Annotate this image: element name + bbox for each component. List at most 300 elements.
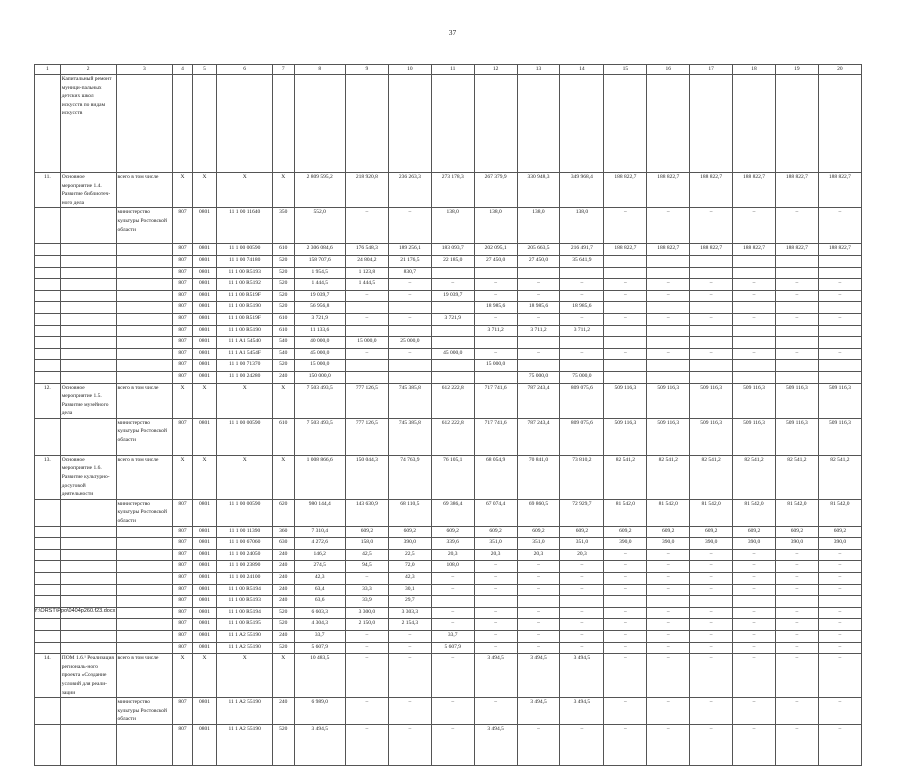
table-cell: 11 1 00 00590 xyxy=(217,244,273,256)
table-cell: 158 707,6 xyxy=(294,255,345,267)
table-cell xyxy=(818,371,861,383)
table-cell: 138,0 xyxy=(560,208,604,244)
table-cell: 11 1 00 67060 xyxy=(217,538,273,550)
table-cell: X xyxy=(273,383,294,418)
table-cell: 63,4 xyxy=(294,584,345,596)
table-row xyxy=(35,267,862,279)
table-cell: 3 711,2 xyxy=(474,325,517,337)
table-cell xyxy=(818,325,861,337)
table-cell xyxy=(690,302,733,314)
table-cell: – xyxy=(775,279,818,291)
table-row xyxy=(35,724,862,765)
table-cell: – xyxy=(775,607,818,619)
table-cell: 7 503 493,5 xyxy=(294,383,345,418)
table-cell: 520 xyxy=(273,360,294,372)
table-cell: 188 822,7 xyxy=(647,244,690,256)
table-row xyxy=(35,383,862,418)
table-cell: – xyxy=(474,290,517,302)
table-cell: – xyxy=(690,584,733,596)
table-cell: 787 243,4 xyxy=(517,383,560,418)
table-cell xyxy=(35,619,61,631)
table-cell xyxy=(35,584,61,596)
table-cell xyxy=(35,630,61,642)
column-number: 11 xyxy=(431,65,474,75)
table-cell: 22 185,0 xyxy=(431,255,474,267)
table-cell: 0801 xyxy=(192,208,217,244)
table-cell xyxy=(647,596,690,608)
table-cell: – xyxy=(517,313,560,325)
table-cell: 807 xyxy=(173,549,192,561)
table-row xyxy=(35,255,862,267)
table-cell xyxy=(116,526,173,538)
table-cell xyxy=(474,267,517,279)
table-cell: 609,2 xyxy=(775,526,818,538)
table-cell: 609,2 xyxy=(733,526,776,538)
table-cell: 236 263,3 xyxy=(388,173,431,208)
table-cell xyxy=(116,596,173,608)
table-cell: 610 xyxy=(273,313,294,325)
table-cell: 188 822,7 xyxy=(733,244,776,256)
table-cell: – xyxy=(604,607,647,619)
table-cell: 67 074,4 xyxy=(474,499,517,526)
table-cell: – xyxy=(517,561,560,573)
table-cell: 3 494,5 xyxy=(517,698,560,725)
table-cell xyxy=(474,596,517,608)
table-cell: 13. xyxy=(35,455,61,499)
table-cell xyxy=(60,698,116,725)
table-cell: 3 494,5 xyxy=(560,654,604,698)
table-cell xyxy=(733,302,776,314)
table-cell: – xyxy=(818,313,861,325)
column-number: 1 xyxy=(35,65,61,75)
table-cell: 520 xyxy=(273,302,294,314)
table-cell: X xyxy=(192,455,217,499)
table-cell: – xyxy=(560,290,604,302)
table-cell: 807 xyxy=(173,607,192,619)
table-row xyxy=(35,337,862,349)
table-cell: 69 386,4 xyxy=(431,499,474,526)
table-cell: X xyxy=(273,455,294,499)
table-cell: X xyxy=(173,455,192,499)
table-cell: 390,0 xyxy=(647,538,690,550)
table-cell xyxy=(35,724,61,765)
table-cell: 777 126,5 xyxy=(345,383,388,418)
table-cell xyxy=(116,325,173,337)
table-cell: – xyxy=(345,724,388,765)
table-cell: 609,2 xyxy=(345,526,388,538)
table-cell xyxy=(690,267,733,279)
column-number: 4 xyxy=(173,65,192,75)
table-cell: 188 822,7 xyxy=(604,244,647,256)
table-cell: 183 093,7 xyxy=(431,244,474,256)
table-cell: всего в том числе xyxy=(116,383,173,418)
table-cell: 3 711,2 xyxy=(517,325,560,337)
table-row xyxy=(35,549,862,561)
table-cell: – xyxy=(560,619,604,631)
table-cell: X xyxy=(192,173,217,208)
table-cell: 12. xyxy=(35,383,61,418)
table-cell: 25 000,0 xyxy=(388,337,431,349)
table-cell: 0801 xyxy=(192,642,217,654)
table-cell: 0801 xyxy=(192,279,217,291)
table-cell xyxy=(294,75,345,173)
table-cell: – xyxy=(647,724,690,765)
table-cell: 0801 xyxy=(192,244,217,256)
table-cell: 520 xyxy=(273,619,294,631)
table-cell xyxy=(116,255,173,267)
column-number: 9 xyxy=(345,65,388,75)
table-cell: – xyxy=(388,313,431,325)
column-number: 16 xyxy=(647,65,690,75)
table-cell: 11 1 00 23890 xyxy=(217,561,273,573)
table-cell: министерство культуры Ростовской области xyxy=(116,499,173,526)
table-cell: – xyxy=(604,573,647,585)
table-cell xyxy=(60,371,116,383)
table-cell: 351,0 xyxy=(517,538,560,550)
table-cell: 73 810,2 xyxy=(560,455,604,499)
table-cell: 14. xyxy=(35,654,61,698)
table-cell: 146,2 xyxy=(294,549,345,561)
table-cell: 807 xyxy=(173,290,192,302)
table-cell: 351,0 xyxy=(474,538,517,550)
table-cell xyxy=(560,75,604,173)
table-cell: – xyxy=(775,630,818,642)
table-cell: 509 116,3 xyxy=(604,383,647,418)
table-cell xyxy=(733,255,776,267)
table-cell: 7 503 493,5 xyxy=(294,418,345,455)
table-cell: 807 xyxy=(173,267,192,279)
table-cell: – xyxy=(517,348,560,360)
table-cell xyxy=(604,325,647,337)
table-cell: 81 542,0 xyxy=(690,499,733,526)
table-cell: – xyxy=(690,654,733,698)
table-cell: 108,0 xyxy=(431,561,474,573)
table-cell xyxy=(647,337,690,349)
table-cell xyxy=(35,255,61,267)
table-cell: – xyxy=(604,642,647,654)
table-cell: 350 xyxy=(273,208,294,244)
table-cell: 176 548,3 xyxy=(345,244,388,256)
table-cell: 807 xyxy=(173,244,192,256)
table-cell: 189 256,1 xyxy=(388,244,431,256)
table-cell: – xyxy=(388,279,431,291)
table-cell: 42,5 xyxy=(345,549,388,561)
table-cell: 717 741,6 xyxy=(474,418,517,455)
table-cell: 75 000,0 xyxy=(517,371,560,383)
table-cell: 609,2 xyxy=(474,526,517,538)
table-cell xyxy=(431,267,474,279)
table-cell: – xyxy=(560,279,604,291)
table-cell xyxy=(345,75,388,173)
table-cell: X xyxy=(173,173,192,208)
table-cell: 138,0 xyxy=(474,208,517,244)
table-row xyxy=(35,371,862,383)
table-cell: – xyxy=(775,290,818,302)
table-cell: X xyxy=(192,654,217,698)
table-cell xyxy=(60,561,116,573)
table-cell: 807 xyxy=(173,279,192,291)
table-cell: – xyxy=(431,573,474,585)
table-row xyxy=(35,538,862,550)
table-cell: – xyxy=(818,584,861,596)
table-cell xyxy=(775,360,818,372)
table-cell: 520 xyxy=(273,724,294,765)
table-cell: – xyxy=(818,630,861,642)
table-cell: 509 116,3 xyxy=(775,383,818,418)
table-cell xyxy=(60,642,116,654)
table-cell: 273 178,3 xyxy=(431,173,474,208)
table-cell xyxy=(116,630,173,642)
table-cell xyxy=(35,302,61,314)
table-cell: министерство культуры Ростовской области xyxy=(116,208,173,244)
table-cell: – xyxy=(733,561,776,573)
table-cell xyxy=(775,596,818,608)
table-cell: 520 xyxy=(273,642,294,654)
table-cell: 509 116,3 xyxy=(647,383,690,418)
table-cell: – xyxy=(604,630,647,642)
table-cell xyxy=(431,75,474,173)
table-cell xyxy=(604,302,647,314)
table-cell: 76 105,1 xyxy=(431,455,474,499)
table-cell: 809 075,6 xyxy=(560,418,604,455)
table-cell: – xyxy=(647,573,690,585)
page-number: 37 xyxy=(448,28,457,37)
table-cell: 509 116,3 xyxy=(733,383,776,418)
table-cell: – xyxy=(647,549,690,561)
table-cell: – xyxy=(517,573,560,585)
table-cell: 609,2 xyxy=(517,526,560,538)
table-cell xyxy=(35,75,61,173)
table-cell xyxy=(60,348,116,360)
column-number: 13 xyxy=(517,65,560,75)
table-cell: 19 039,7 xyxy=(431,290,474,302)
table-cell: 509 116,3 xyxy=(818,383,861,418)
table-cell: 68 110,5 xyxy=(388,499,431,526)
table-cell: 610 xyxy=(273,325,294,337)
table-cell: 330 948,3 xyxy=(517,173,560,208)
column-number: 20 xyxy=(818,65,861,75)
table-cell: – xyxy=(818,549,861,561)
table-cell: 20,3 xyxy=(474,549,517,561)
table-cell xyxy=(60,573,116,585)
table-cell: 11 1 00 00590 xyxy=(217,499,273,526)
table-cell xyxy=(647,267,690,279)
table-cell: – xyxy=(690,313,733,325)
table-cell: 609,2 xyxy=(560,526,604,538)
table-cell: – xyxy=(690,607,733,619)
table-cell xyxy=(116,302,173,314)
column-number: 10 xyxy=(388,65,431,75)
table-cell: 807 xyxy=(173,313,192,325)
table-cell: – xyxy=(733,313,776,325)
table-cell: 3 494,5 xyxy=(474,654,517,698)
table-cell: 717 741,6 xyxy=(474,383,517,418)
table-cell: 610 xyxy=(273,418,294,455)
table-cell: 27 450,0 xyxy=(474,255,517,267)
table-cell: X xyxy=(217,654,273,698)
table-cell: – xyxy=(818,290,861,302)
table-cell: – xyxy=(775,549,818,561)
table-cell: – xyxy=(690,561,733,573)
table-cell: 10 483,5 xyxy=(294,654,345,698)
table-cell: 3 300,0 xyxy=(345,607,388,619)
table-cell: – xyxy=(345,208,388,244)
table-cell: 2 154,3 xyxy=(388,619,431,631)
table-cell xyxy=(388,75,431,173)
table-cell: 390,0 xyxy=(604,538,647,550)
table-cell: 520 xyxy=(273,279,294,291)
table-cell: – xyxy=(775,698,818,725)
table-cell xyxy=(60,418,116,455)
table-cell: – xyxy=(690,724,733,765)
table-cell xyxy=(60,630,116,642)
table-cell: 42,3 xyxy=(388,573,431,585)
table-cell: 11. xyxy=(35,173,61,208)
table-cell xyxy=(517,267,560,279)
table-cell: 0801 xyxy=(192,337,217,349)
table-cell: – xyxy=(818,208,861,244)
table-cell: 11 1 00 11390 xyxy=(217,526,273,538)
column-number: 17 xyxy=(690,65,733,75)
table-row xyxy=(35,499,862,526)
table-cell xyxy=(818,302,861,314)
table-row xyxy=(35,313,862,325)
table-cell: 980 144,4 xyxy=(294,499,345,526)
table-cell xyxy=(733,360,776,372)
table-cell xyxy=(116,348,173,360)
table-cell: – xyxy=(474,642,517,654)
table-cell: 0801 xyxy=(192,724,217,765)
table-cell: – xyxy=(604,724,647,765)
table-cell: – xyxy=(431,698,474,725)
table-cell: 240 xyxy=(273,561,294,573)
table-cell: – xyxy=(690,290,733,302)
table-cell: – xyxy=(818,724,861,765)
table-row xyxy=(35,75,862,173)
table-cell xyxy=(35,573,61,585)
table-cell: – xyxy=(474,698,517,725)
table-cell: 807 xyxy=(173,526,192,538)
table-cell: 33,7 xyxy=(294,630,345,642)
table-cell: Основное мероприятие 1.5. Развитие музейного дела xyxy=(60,383,116,418)
table-row xyxy=(35,208,862,244)
table-cell: 520 xyxy=(273,267,294,279)
table-cell: 807 xyxy=(173,348,192,360)
table-cell: 540 xyxy=(273,337,294,349)
table-cell xyxy=(345,325,388,337)
table-cell xyxy=(474,371,517,383)
table-cell xyxy=(116,313,173,325)
table-cell: 82 541,2 xyxy=(733,455,776,499)
table-cell xyxy=(818,337,861,349)
table-cell: 509 116,3 xyxy=(604,418,647,455)
table-cell: – xyxy=(604,619,647,631)
table-cell: – xyxy=(733,607,776,619)
table-cell xyxy=(517,360,560,372)
table-cell: 81 542,0 xyxy=(733,499,776,526)
table-cell: 11 1 00 R5190 xyxy=(217,302,273,314)
table-cell: – xyxy=(604,561,647,573)
table-cell: 807 xyxy=(173,630,192,642)
table-cell: – xyxy=(733,549,776,561)
table-row xyxy=(35,279,862,291)
table-cell: 610 xyxy=(273,244,294,256)
table-cell: 240 xyxy=(273,371,294,383)
table-cell: – xyxy=(647,290,690,302)
table-cell xyxy=(273,75,294,173)
table-cell xyxy=(60,619,116,631)
table-cell: 72,0 xyxy=(388,561,431,573)
table-cell: X xyxy=(173,383,192,418)
table-cell xyxy=(775,267,818,279)
table-cell: – xyxy=(733,573,776,585)
table-cell: 11 1 00 74180 xyxy=(217,255,273,267)
table-cell xyxy=(60,596,116,608)
table-cell: 351,0 xyxy=(560,538,604,550)
table-cell: – xyxy=(818,654,861,698)
table-cell: – xyxy=(474,279,517,291)
table-cell: – xyxy=(647,698,690,725)
table-cell xyxy=(35,279,61,291)
table-cell xyxy=(35,642,61,654)
table-row xyxy=(35,573,862,585)
table-cell: 72 929,7 xyxy=(560,499,604,526)
table-cell: 188 822,7 xyxy=(775,173,818,208)
table-cell: 609,2 xyxy=(690,526,733,538)
table-cell: – xyxy=(345,573,388,585)
table-cell: 11 1 00 00590 xyxy=(217,418,273,455)
table-cell: – xyxy=(517,724,560,765)
table-cell: 82 541,2 xyxy=(818,455,861,499)
table-cell xyxy=(60,526,116,538)
table-cell: 45 000,0 xyxy=(431,348,474,360)
table-cell: – xyxy=(604,348,647,360)
table-cell: 11 1 A1 54540 xyxy=(217,337,273,349)
table-cell xyxy=(35,561,61,573)
table-cell: 3 711,2 xyxy=(560,325,604,337)
table-cell: X xyxy=(273,173,294,208)
table-cell xyxy=(192,75,217,173)
table-cell: 520 xyxy=(273,255,294,267)
table-cell: – xyxy=(560,573,604,585)
table-row xyxy=(35,698,862,725)
table-cell: 7 310,4 xyxy=(294,526,345,538)
table-cell: – xyxy=(690,698,733,725)
table-cell: – xyxy=(604,584,647,596)
table-cell: 509 116,3 xyxy=(818,418,861,455)
table-cell: 609,2 xyxy=(431,526,474,538)
table-cell: – xyxy=(345,630,388,642)
table-cell: 11 1 00 R5192 xyxy=(217,279,273,291)
table-cell xyxy=(647,325,690,337)
table-cell: – xyxy=(345,654,388,698)
table-cell: 218 920,8 xyxy=(345,173,388,208)
table-cell: – xyxy=(647,642,690,654)
table-cell: – xyxy=(733,642,776,654)
table-cell: всего в том числе xyxy=(116,173,173,208)
table-cell: 75 000,0 xyxy=(560,371,604,383)
table-cell: 18 985,6 xyxy=(517,302,560,314)
table-cell: – xyxy=(733,279,776,291)
table-cell xyxy=(388,360,431,372)
table-cell: X xyxy=(192,383,217,418)
table-cell: 0801 xyxy=(192,561,217,573)
table-cell: 11 1 00 R5195 xyxy=(217,619,273,631)
table-cell: 0801 xyxy=(192,325,217,337)
table-cell: 4 304,3 xyxy=(294,619,345,631)
table-cell: – xyxy=(733,654,776,698)
table-cell: Основное мероприятие 1.4. Развитие библиотеч-ного дела xyxy=(60,173,116,208)
